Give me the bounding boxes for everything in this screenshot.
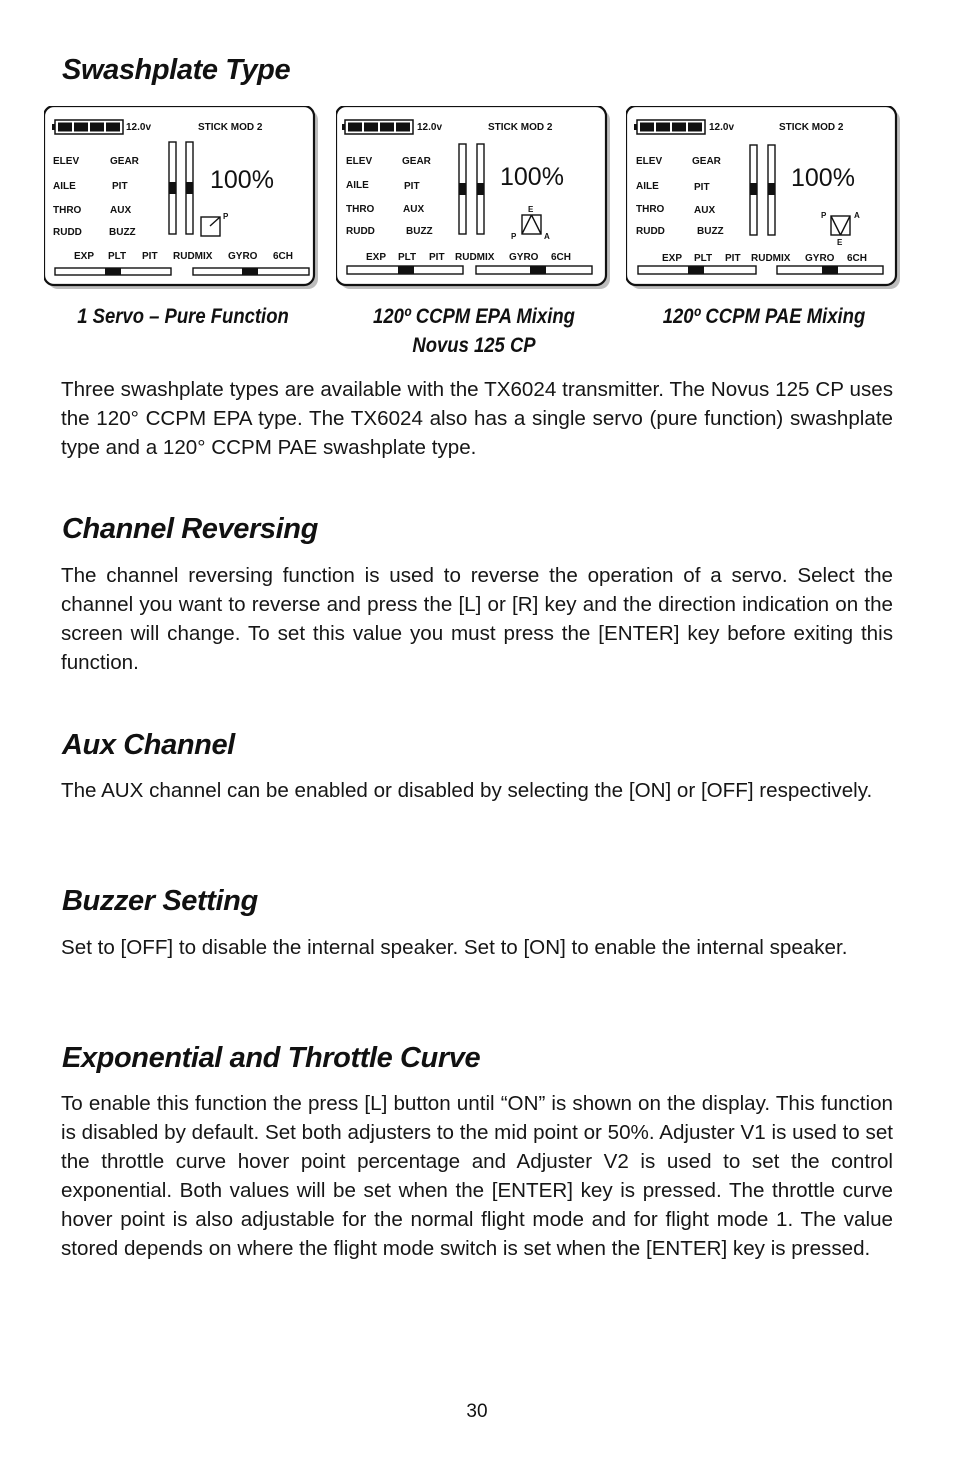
lcd-label-thro: THRO	[53, 205, 82, 216]
lcd-menu-rudmix: RUDMIX	[173, 251, 213, 262]
caption-pure-function	[51, 302, 315, 331]
caption-epa-mixing	[342, 302, 606, 360]
swash-letter-p: P	[223, 212, 229, 221]
swash-letter-e: E	[837, 238, 843, 247]
lcd-label-elev: ELEV	[636, 156, 663, 167]
lcd-menu-plt: PLT	[398, 252, 417, 263]
lcd-epa-svg	[336, 106, 610, 289]
lcd-menu-6ch: 6CH	[551, 252, 572, 263]
lcd-label-gear: GEAR	[692, 156, 721, 167]
lcd-menu-pit: PIT	[142, 251, 158, 262]
lcd-stick-mode: STICK MOD 2	[488, 122, 553, 133]
lcd-pae-svg	[626, 106, 900, 289]
heading-swashplate-type: Swashplate Type	[62, 54, 291, 86]
caption-pae-mixing	[632, 302, 896, 331]
lcd-menu-plt: PLT	[694, 253, 713, 264]
lcd-screen-pure-function	[44, 106, 318, 289]
lcd-menu-gyro: GYRO	[805, 253, 835, 264]
lcd-menu-exp: EXP	[662, 253, 683, 264]
lcd-label-aux: AUX	[403, 204, 425, 215]
lcd-label-thro: THRO	[636, 204, 665, 215]
swash-letter-e: E	[528, 205, 534, 214]
swash-letter-a: A	[544, 232, 550, 241]
lcd-label-elev: ELEV	[346, 156, 373, 167]
lcd-percent: 100%	[210, 166, 274, 194]
paragraph-channel-reversing: The channel reversing function is used to reverse the operation of a servo. Select the channel you want to reverse and press the [L] or [R] key and the direction indication on the screen will change. To set this value you must press the [ENTER] key before exiting this function.	[61, 564, 893, 674]
lcd-label-buzz: BUZZ	[697, 226, 724, 237]
lcd-menu-plt: PLT	[108, 251, 127, 262]
lcd-percent: 100%	[500, 163, 564, 191]
lcd-label-aux: AUX	[110, 205, 132, 216]
caption-line: 1 Servo – Pure Function	[77, 305, 289, 328]
paragraph-swashplate-type: Three swashplate types are available with the TX6024 transmitter. The Novus 125 CP uses the 120° CCPM EPA type. The TX6024 also has a single servo (pure function) swashplate type and a 120° CCPM PAE swashplate type.	[61, 378, 893, 459]
paragraph-exponential-throttle-curve: To enable this function the press [L] button until “ON” is shown on the display. This function is disabled by default. Set both adjusters to the mid point or 50%. Adjuster V1 is used to set the throttle curve hover point percentage and Adjuster V2 is used to set the control exponential. Both values will be set when the [ENTER] key is pressed. The throttle curve hover point is also adjustable for the normal flight mode and for flight mode 1. The value stored depends on where the flight mode switch is set when the [ENTER] key is pressed.	[61, 1092, 893, 1260]
lcd-label-rudd: RUDD	[346, 226, 375, 237]
heading-buzzer-setting: Buzzer Setting	[62, 885, 258, 917]
lcd-screen-epa-mixing	[336, 106, 610, 289]
lcd-label-buzz: BUZZ	[109, 227, 136, 238]
lcd-menu-exp: EXP	[74, 251, 95, 262]
lcd-stick-mode: STICK MOD 2	[779, 122, 844, 133]
lcd-label-elev: ELEV	[53, 156, 80, 167]
lcd-menu-rudmix: RUDMIX	[455, 252, 495, 263]
lcd-menu-pit: PIT	[429, 252, 445, 263]
swash-letter-p: P	[511, 232, 517, 241]
lcd-label-aile: AILE	[53, 181, 76, 192]
caption-line: Novus 125 CP	[412, 334, 536, 357]
lcd-menu-exp: EXP	[366, 252, 387, 263]
lcd-voltage: 12.0v	[126, 122, 152, 133]
lcd-voltage: 12.0v	[709, 122, 735, 133]
lcd-menu-6ch: 6CH	[847, 253, 868, 264]
heading-channel-reversing: Channel Reversing	[62, 513, 318, 545]
caption-line: 120º CCPM EPA Mixing	[373, 305, 575, 328]
lcd-label-pit: PIT	[112, 181, 128, 192]
lcd-label-gear: GEAR	[110, 156, 139, 167]
heading-aux-channel: Aux Channel	[62, 729, 235, 761]
paragraph-buzzer-setting: Set to [OFF] to disable the internal speaker. Set to [ON] to enable the internal speaker.	[61, 936, 848, 959]
lcd-screen-pae-mixing	[626, 106, 900, 289]
lcd-menu-gyro: GYRO	[228, 251, 258, 262]
lcd-label-aux: AUX	[694, 205, 716, 216]
caption-line: 120º CCPM PAE Mixing	[662, 305, 866, 328]
lcd-voltage: 12.0v	[417, 122, 443, 133]
lcd-label-gear: GEAR	[402, 156, 431, 167]
lcd-label-pit: PIT	[694, 182, 710, 193]
heading-exponential-throttle-curve: Exponential and Throttle Curve	[62, 1042, 481, 1074]
lcd-label-buzz: BUZZ	[406, 226, 433, 237]
swash-letter-p: P	[821, 211, 827, 220]
lcd-label-rudd: RUDD	[636, 226, 665, 237]
page-number: 30	[466, 1401, 488, 1422]
lcd-label-rudd: RUDD	[53, 227, 82, 238]
lcd-label-aile: AILE	[636, 181, 659, 192]
lcd-menu-rudmix: RUDMIX	[751, 253, 791, 264]
lcd-label-aile: AILE	[346, 180, 369, 191]
lcd-menu-pit: PIT	[725, 253, 741, 264]
paragraph-aux-channel: The AUX channel can be enabled or disabled by selecting the [ON] or [OFF] respectively.	[61, 779, 873, 802]
lcd-stick-mode: STICK MOD 2	[198, 122, 263, 133]
swash-letter-a: A	[854, 211, 860, 220]
lcd-menu-6ch: 6CH	[273, 251, 294, 262]
lcd-percent: 100%	[791, 164, 855, 192]
lcd-label-pit: PIT	[404, 181, 420, 192]
lcd-label-thro: THRO	[346, 204, 375, 215]
lcd-menu-gyro: GYRO	[509, 252, 539, 263]
lcd-pure-svg	[44, 106, 318, 289]
